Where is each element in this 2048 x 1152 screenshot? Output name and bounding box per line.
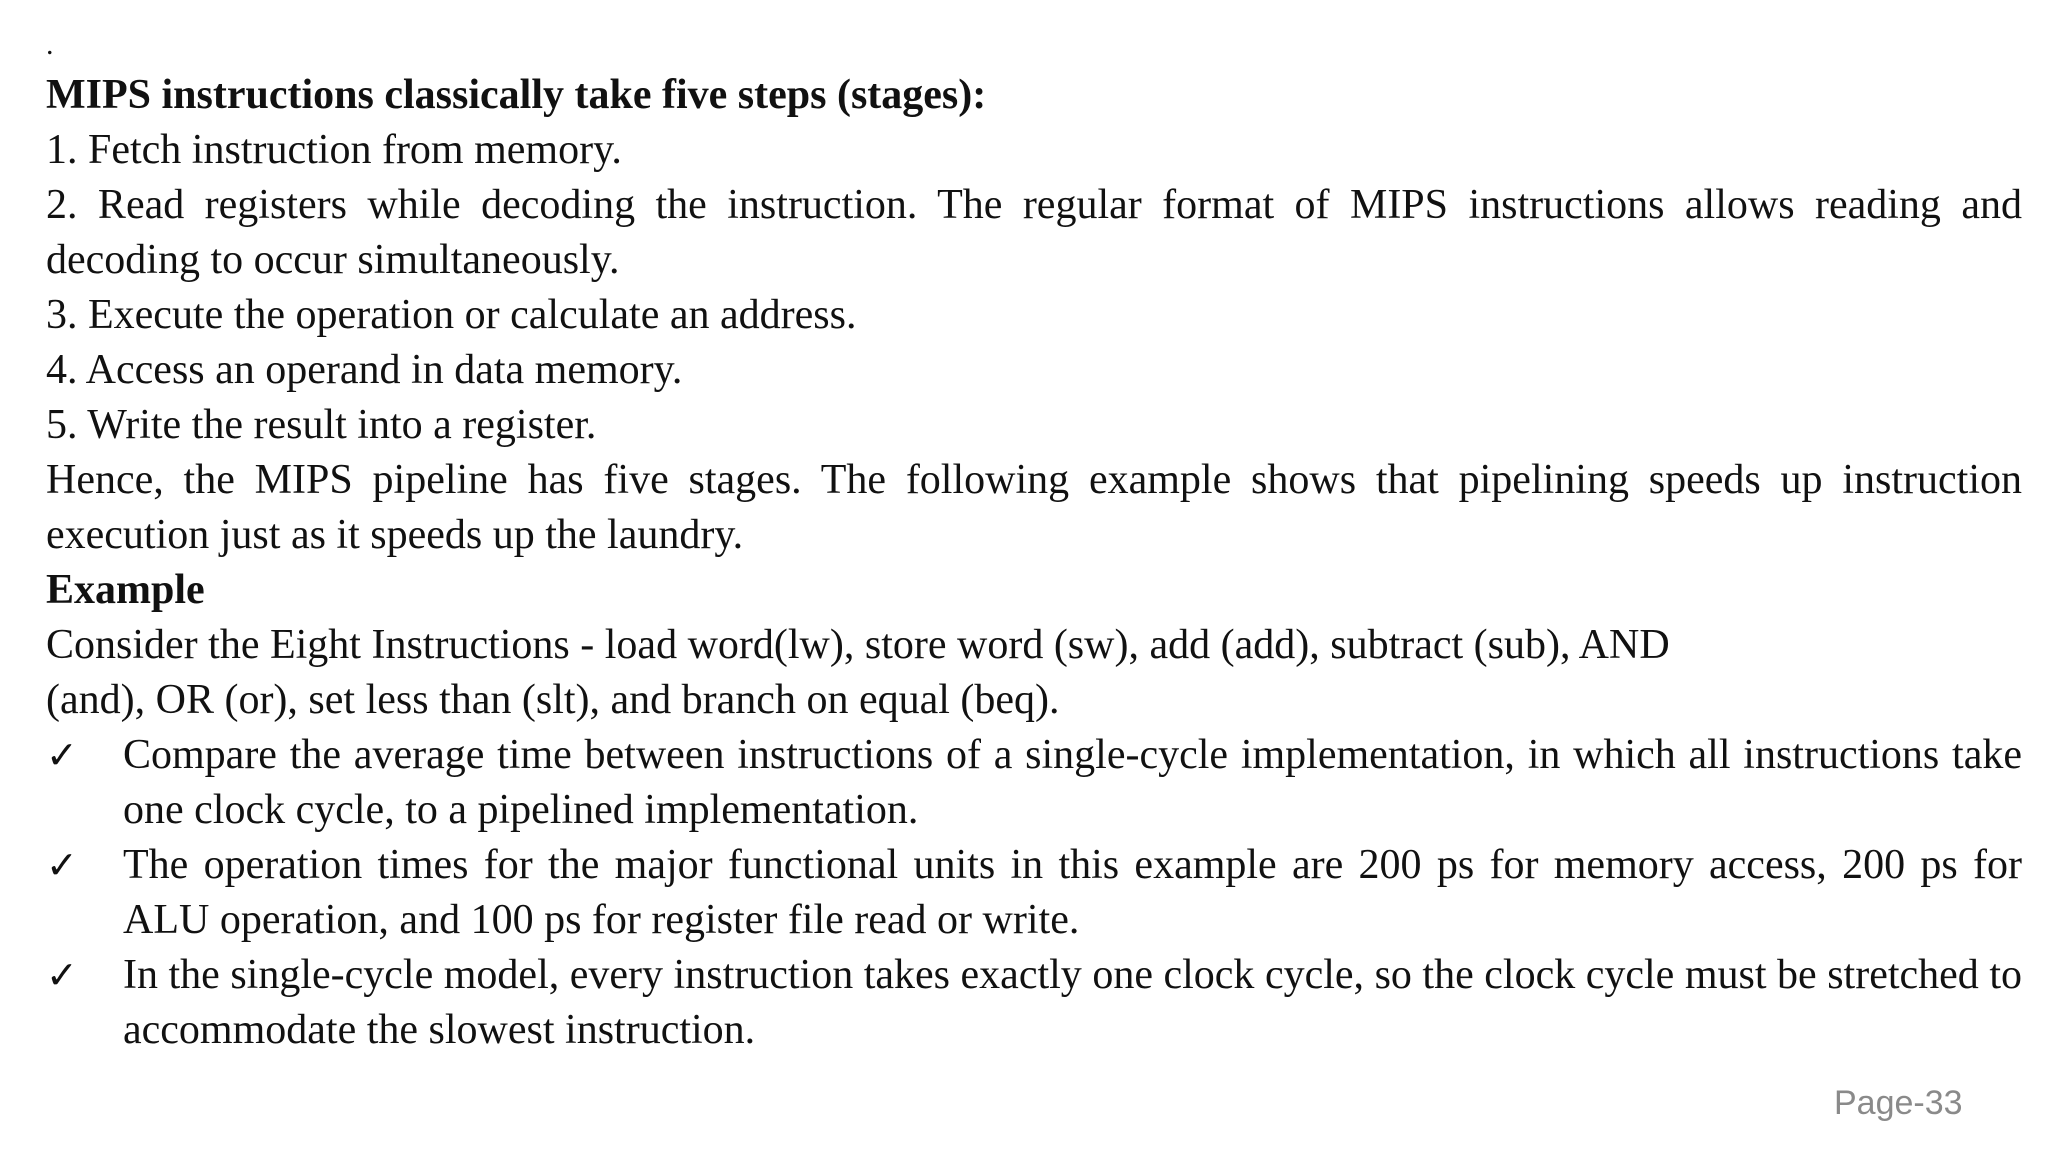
bullet-text: The operation times for the major functional units in this example are 200 ps for memory access, 200 ps for ALU operation, and 100 ps for register file read or write.	[123, 842, 2022, 943]
example-intro-line-1: Consider the Eight Instructions - load word(lw), store word (sw), add (add), subtract (sub), AND	[46, 622, 1670, 668]
step-3: 3. Execute the operation or calculate an address.	[46, 292, 857, 338]
bullet-text: In the single-cycle model, every instruction takes exactly one clock cycle, so the clock cycle must be stretched to accommodate the slowest instruction.	[123, 952, 2022, 1053]
document-page	[46, 30, 2022, 1058]
step-2: 2. Read registers while decoding the instruction. The regular format of MIPS instructions allows reading and decoding to occur simultaneously.	[46, 182, 2022, 283]
bullet-item	[46, 948, 2022, 1058]
bullet-text: Compare the average time between instructions of a single-cycle implementation, in which all instructions take one clock cycle, to a pipelined implementation.	[123, 732, 2022, 833]
example-heading: Example	[46, 567, 205, 613]
page-number: Page-33	[1834, 1084, 1963, 1122]
step-4: 4. Access an operand in data memory.	[46, 347, 683, 393]
bullet-item	[46, 838, 2022, 948]
top-mark: .	[46, 28, 54, 61]
bullet-item	[46, 728, 2022, 838]
example-intro-line-2: (and), OR (or), set less than (slt), and branch on equal (beq).	[46, 677, 1060, 723]
step-5: 5. Write the result into a register.	[46, 402, 597, 448]
checkmark-icon: ✓	[46, 843, 78, 887]
checkmark-icon: ✓	[46, 953, 78, 997]
section-heading: MIPS instructions classically take five steps (stages):	[46, 72, 987, 118]
summary-paragraph: Hence, the MIPS pipeline has five stages. The following example shows that pipelining speeds up instruction execution just as it speeds up the laundry.	[46, 457, 2022, 558]
checkmark-icon: ✓	[46, 733, 78, 777]
step-1: 1. Fetch instruction from memory.	[46, 127, 622, 173]
